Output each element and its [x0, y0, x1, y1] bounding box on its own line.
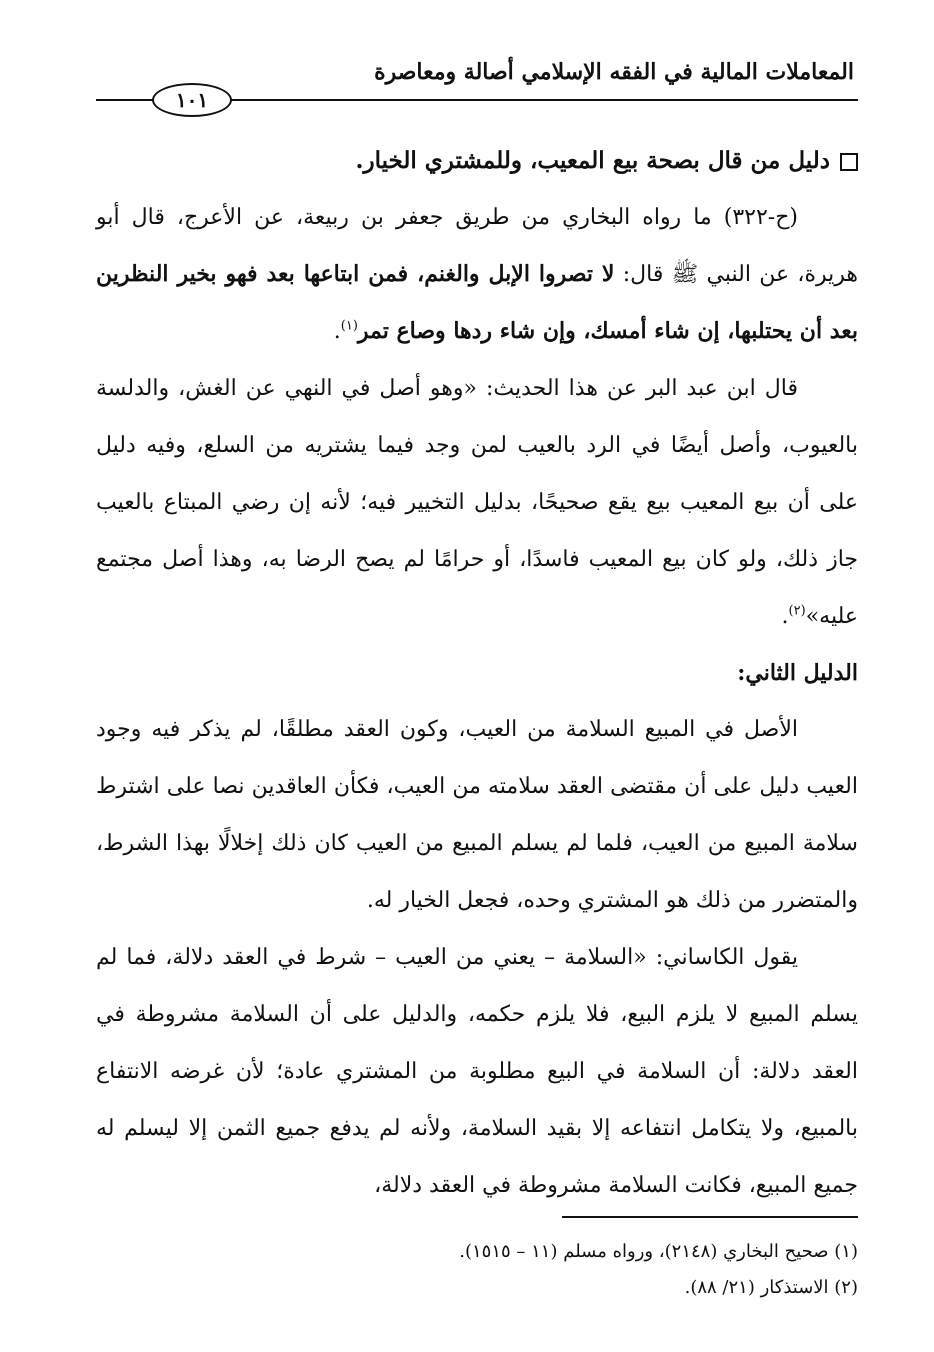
second-proof-paragraph: الأصل في المبيع السلامة من العيب، وكون العقد مطلقًا، لم يذكر فيه وجود العيب دليل على أن مقتضى العقد سلامته من العيب، فكأن العاقدين نصا على اشترط سلامة المبيع من العيب، فلما لم يسلم المبيع من العيب كان ذلك إخلالًا بهذا الشرط، والمتضرر من ذلك هو المشتري وحده، فجعل الخيار له. — [96, 717, 858, 913]
hadith-paragraph — [96, 189, 858, 360]
footnote-mark-2: (٢) — [788, 603, 806, 619]
hadith-intro: (ح-٣٢٢) ما رواه البخاري من طريق جعفر بن ربيعة، عن الأعرج، قال أبو هريرة، عن النبي ﷺ قال: — [96, 205, 858, 287]
ibn-abd-albar-paragraph — [96, 360, 858, 645]
page-body — [96, 135, 858, 1214]
footnote-1: (١) صحيح البخاري (٢١٤٨)، ورواه مسلم (١١ – ١٥١٥). — [459, 1241, 858, 1262]
section-heading — [96, 135, 858, 187]
footnotes — [96, 1234, 858, 1306]
ibn-abd-albar-end: . — [781, 604, 789, 629]
kasani-paragraph: يقول الكاساني: «السلامة – يعني من العيب – شرط في العقد دلالة، فما لم يسلم المبيع لا يلزم البيع، فلا يلزم حكمه، والدليل على أن السلامة مشروطة في العقد دلالة: أن السلامة في البيع مطلوبة من المشتري عادة؛ لأن غرضه الانتفاع بالمبيع، ولا يتكامل انتفاعه إلا بقيد السلامة، ولأنه لم يدفع جميع الثمن إلا ليسلم له جميع المبيع، فكانت السلامة مشروطة في العقد دلالة، — [96, 945, 858, 1198]
footnote-2: (٢) الاستذكار (٢١/ ٨٨). — [684, 1277, 858, 1298]
footnote-rule — [562, 1216, 858, 1218]
section-heading-text: دليل من قال بصحة بيع المعيب، وللمشتري الخيار. — [355, 147, 830, 174]
footnote-mark-1: (١) — [340, 318, 358, 334]
second-proof-heading: الدليل الثاني: — [737, 660, 858, 686]
page-number: ١٠١ — [152, 83, 232, 117]
running-header-title: المعاملات المالية في الفقه الإسلامي أصالة ومعاصرة — [374, 59, 854, 85]
hadith-end: . — [333, 319, 341, 344]
ibn-abd-albar-text: قال ابن عبد البر عن هذا الحديث: «وهو أصل في النهي عن الغش، والدلسة بالعيوب، وأصل أيضًا في الرد بالعيب لمن وجد فيما يشتريه من السلع، وفيه دليل على أن بيع المعيب بيع يقع صحيحًا، بدليل التخيير فيه؛ لأنه إن رضي المبتاع بالعيب جاز ذلك، ولو كان بيع المعيب فاسدًا، أو حرامًا لم يصح الرضا به، وهذا أصل مجتمع عليه» — [96, 376, 858, 629]
square-bullet-icon — [840, 153, 858, 171]
hadith-text: لا تصروا الإبل والغنم، فمن ابتاعها بعد فهو بخير النظرين بعد أن يحتلبها، إن شاء أمسك، وإن شاء ردها وصاع تمر — [96, 261, 858, 344]
